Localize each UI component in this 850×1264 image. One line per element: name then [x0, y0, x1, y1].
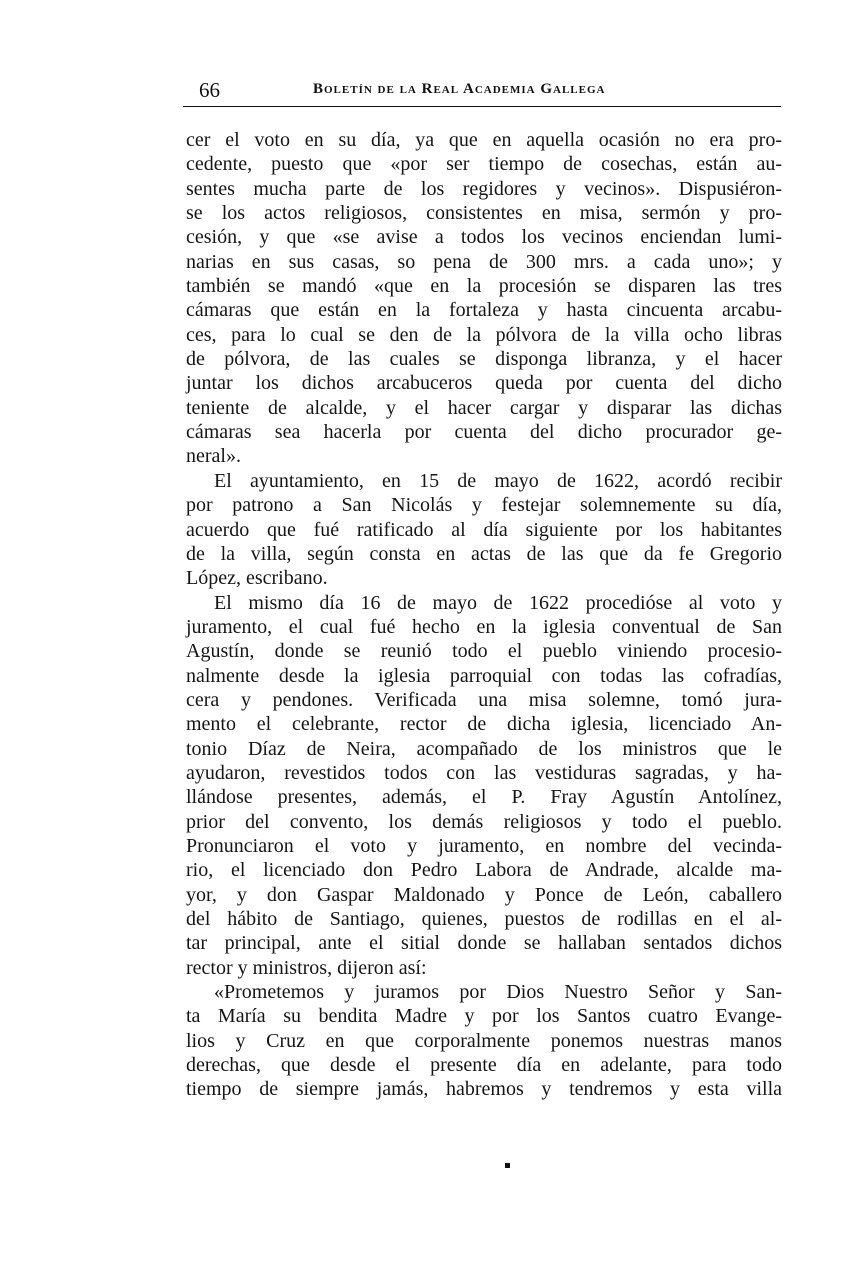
- text-line: del hábito de Santiago, quienes, puestos de rodillas en el al-: [186, 908, 782, 930]
- text-line: rector y ministros, dijeron así:: [186, 956, 427, 979]
- text-line: nalmente desde la iglesia parroquial con todas las cofradías,: [186, 664, 782, 687]
- text-line: cámaras sea hacerla por cuenta del dicho procurador ge-: [186, 421, 782, 444]
- page-number: 66: [199, 78, 220, 102]
- text-line: se los actos religiosos, consistentes en misa, sermón y pro-: [186, 202, 782, 225]
- text-line: de la villa, según consta en actas de las que da fe Gregorio: [186, 542, 782, 565]
- text-line: teniente de alcalde, y el hacer cargar y disparar las dichas: [186, 396, 782, 419]
- print-mark: [505, 1163, 510, 1168]
- text-line: cedente, puesto que «por ser tiempo de cosechas, están au-: [186, 153, 782, 176]
- text-line: sentes mucha parte de los regidores y vecinos». Dispusiéron-: [186, 177, 782, 200]
- text-line: tonio Díaz de Neira, acompañado de los ministros que le: [186, 737, 782, 760]
- text-line: lios y Cruz en que corporalmente ponemos nuestras manos: [186, 1029, 782, 1052]
- text-line: por patrono a San Nicolás y festejar solemnemente su día,: [186, 494, 782, 517]
- paragraph-start-line: «Prometemos y juramos por Dios Nuestro Señor y San-: [214, 981, 782, 1004]
- paragraph-start-line: El ayuntamiento, en 15 de mayo de 1622, acordó recibir: [214, 469, 782, 492]
- text-line: cera y pendones. Verificada una misa solemne, tomó jura-: [186, 688, 782, 711]
- text-line: tar principal, ante el sitial donde se hallaban sentados dichos: [186, 932, 782, 955]
- page-header: [183, 76, 781, 106]
- text-line: narias en sus casas, so pena de 300 mrs. a cada uno»; y: [186, 250, 782, 273]
- text-line: cámaras que están en la fortaleza y hasta cincuenta arcabu-: [186, 299, 782, 322]
- text-line: mento el celebrante, rector de dicha iglesia, licenciado An-: [186, 713, 782, 736]
- text-line: llándose presentes, además, el P. Fray Agustín Antolínez,: [186, 786, 782, 809]
- body-text: [186, 128, 782, 1102]
- text-line: ta María su bendita Madre y por los Santos cuatro Evange-: [186, 1005, 782, 1028]
- text-line: cesión, y que «se avise a todos los vecinos enciendan lumi-: [186, 226, 782, 249]
- text-line: ces, para lo cual se den de la pólvora de la villa ocho libras: [186, 323, 782, 346]
- text-line: también se mandó «que en la procesión se disparen las tres: [186, 275, 782, 298]
- text-line: rio, el licenciado don Pedro Labora de Andrade, alcalde ma-: [186, 859, 782, 882]
- text-line: juramento, el cual fué hecho en la iglesia conventual de San: [186, 615, 782, 638]
- text-line: neral».: [186, 445, 241, 468]
- text-line: Pronunciaron el voto y juramento, en nombre del vecinda-: [186, 834, 782, 857]
- text-line: derechas, que desde el presente día en adelante, para todo: [186, 1054, 782, 1077]
- text-line: prior del convento, los demás religiosos y todo el pueblo.: [186, 810, 782, 833]
- text-line: Agustín, donde se reunió todo el pueblo viniendo procesio-: [186, 640, 782, 663]
- text-line: juntar los dichos arcabuceros queda por cuenta del dicho: [186, 372, 782, 395]
- text-line: cer el voto en su día, ya que en aquella ocasión no era pro-: [186, 129, 782, 151]
- header-rule: [183, 106, 781, 107]
- text-line: de pólvora, de las cuales se disponga libranza, y el hacer: [186, 348, 782, 371]
- text-line: ayudaron, revestidos todos con las vestiduras sagradas, y ha-: [186, 761, 782, 784]
- text-line: López, escribano.: [186, 567, 328, 590]
- text-line: acuerdo que fué ratificado al día siguiente por los habitantes: [186, 518, 782, 541]
- paragraph-start-line: El mismo día 16 de mayo de 1622 procedióse al voto y: [214, 591, 782, 614]
- text-line: yor, y don Gaspar Maldonado y Ponce de León, caballero: [186, 883, 782, 906]
- text-line: tiempo de siempre jamás, habremos y tendremos y esta villa: [186, 1078, 782, 1101]
- running-title: Boletín de la Real Academia Gallega: [313, 81, 606, 97]
